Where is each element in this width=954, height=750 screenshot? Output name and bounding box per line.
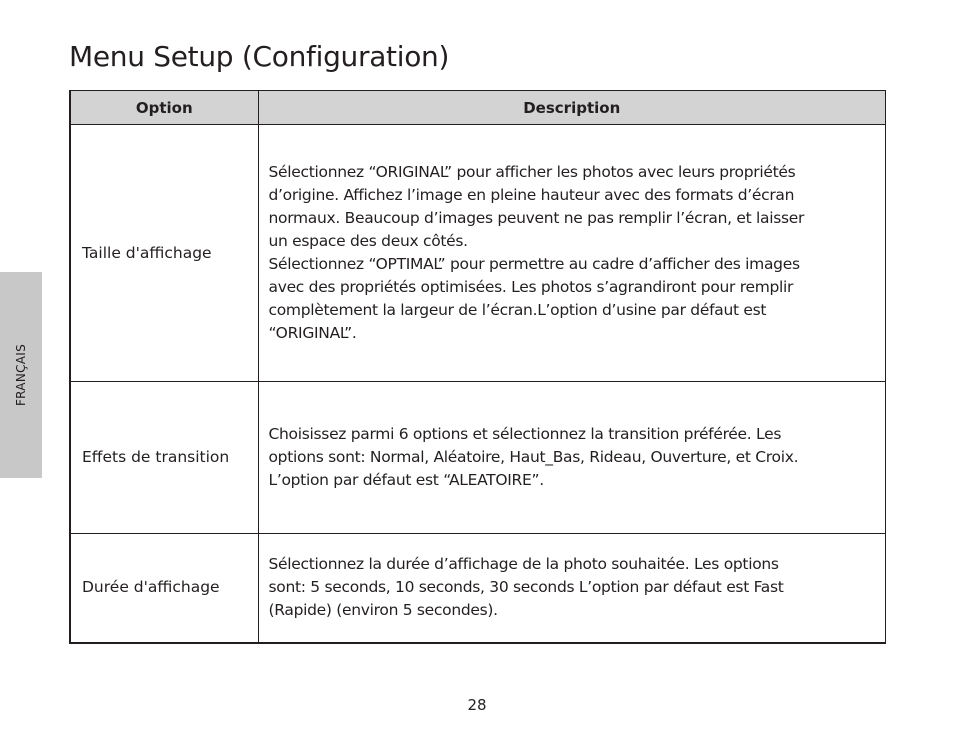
description-cell-transition-effects bbox=[258, 382, 886, 534]
settings-table bbox=[69, 90, 886, 644]
description-line: Choisissez parmi 6 options et sélectionnez la transition préférée. Les bbox=[268, 425, 782, 443]
option-cell-display-size: Taille d'affichage bbox=[70, 125, 258, 382]
language-side-tab bbox=[0, 272, 42, 478]
description-line: Sélectionnez “OPTIMAL” pour permettre au cadre d’afficher des images bbox=[268, 255, 800, 273]
option-cell-display-duration: Durée d'affichage bbox=[70, 534, 258, 643]
description-line: normaux. Beaucoup d’images peuvent ne pas remplir l’écran, et laisser bbox=[268, 209, 805, 227]
table-header-row bbox=[70, 91, 886, 125]
page-number: 28 bbox=[467, 696, 487, 714]
description-line: “ORIGINAL”. bbox=[268, 324, 357, 342]
description-line: complètement la largeur de l’écran.L’option d’usine par défaut est bbox=[268, 301, 767, 319]
description-line: sont: 5 seconds, 10 seconds, 30 seconds L’option par défaut est Fast bbox=[268, 578, 784, 597]
option-column-header: Option bbox=[70, 91, 258, 125]
table-row bbox=[70, 382, 886, 534]
page-title: Menu Setup (Configuration) bbox=[69, 40, 450, 73]
description-line: (Rapide) (environ 5 secondes). bbox=[268, 601, 498, 620]
description-line: avec des propriétés optimisées. Les photos s’agrandiront pour remplir bbox=[268, 278, 794, 296]
language-tab-label: FRANÇAIS bbox=[14, 343, 28, 407]
option-cell-transition-effects: Effets de transition bbox=[70, 382, 258, 534]
description-line: Sélectionnez “ORIGINAL” pour afficher les photos avec leurs propriétés bbox=[268, 163, 796, 181]
description-line: un espace des deux côtés. bbox=[268, 232, 468, 250]
description-line: d’origine. Affichez l’image en pleine hauteur avec des formats d’écran bbox=[268, 186, 795, 204]
table-row bbox=[70, 125, 886, 382]
description-column-header: Description bbox=[258, 91, 886, 125]
description-line: L’option par défaut est “ALEATOIRE”. bbox=[268, 471, 544, 489]
description-cell-display-size bbox=[258, 125, 886, 382]
description-line: Sélectionnez la durée d’affichage de la photo souhaitée. Les options bbox=[268, 555, 779, 574]
table-row bbox=[70, 534, 886, 643]
description-line: options sont: Normal, Aléatoire, Haut_Bas, Rideau, Ouverture, et Croix. bbox=[268, 448, 799, 466]
description-cell-display-duration bbox=[258, 534, 886, 643]
